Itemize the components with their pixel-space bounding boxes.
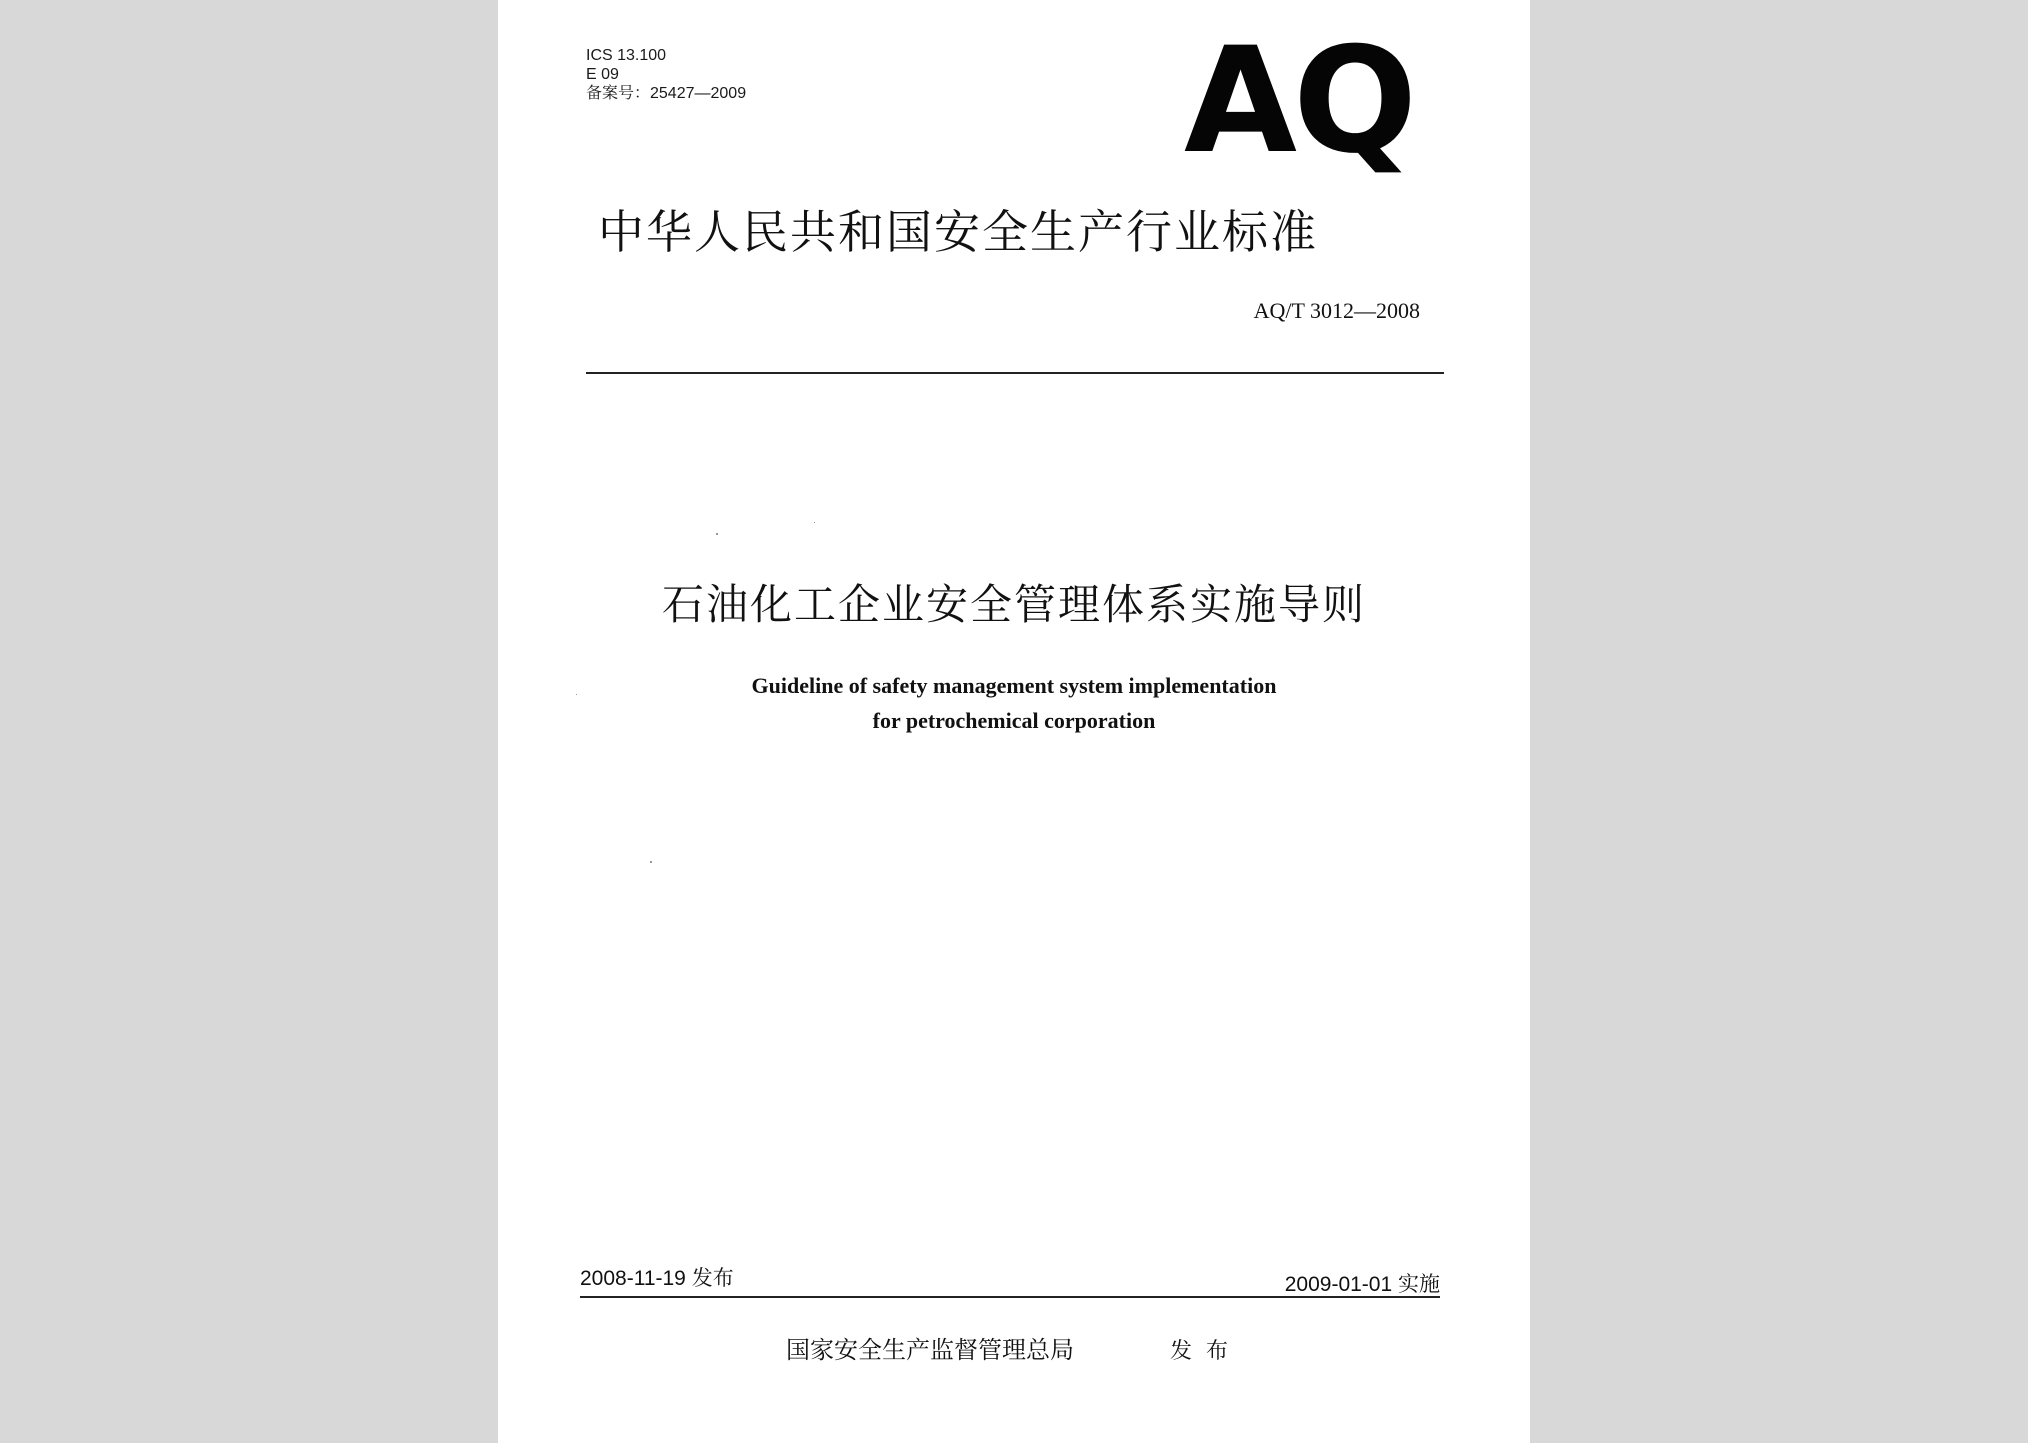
implementation-date: 2009-01-01 实施 [1284, 1273, 1440, 1296]
scan-speck [716, 533, 718, 535]
scan-speck [814, 522, 815, 523]
english-title-line-2: for petrochemical corporation [872, 708, 1156, 733]
issuing-authority: 国家安全生产监督管理总局 [786, 1336, 1074, 1364]
issue-date: 2008-11-19 发布 [580, 1267, 734, 1290]
scan-speck [650, 861, 652, 863]
ccs-code: E 09 [586, 66, 619, 83]
top-divider [586, 372, 1444, 374]
ics-code: ICS 13.100 [586, 47, 667, 64]
bottom-divider [580, 1296, 1440, 1298]
standard-number: AQ/T 3012—2008 [1253, 298, 1420, 323]
issuer-action: 发布 [1170, 1339, 1243, 1364]
industry-standard-title: 中华人民共和国安全生产行业标准 [598, 205, 1318, 259]
document-page [498, 0, 1530, 1443]
document-title-english [498, 668, 1530, 738]
aq-logo: AQ [1184, 16, 1414, 186]
english-title-line-1: Guideline of safety management system implementation [751, 673, 1277, 698]
filing-number: 备案号：25427—2009 [586, 85, 747, 102]
classification-block [586, 46, 746, 103]
document-title-chinese: 石油化工企业安全管理体系实施导则 [661, 580, 1366, 629]
